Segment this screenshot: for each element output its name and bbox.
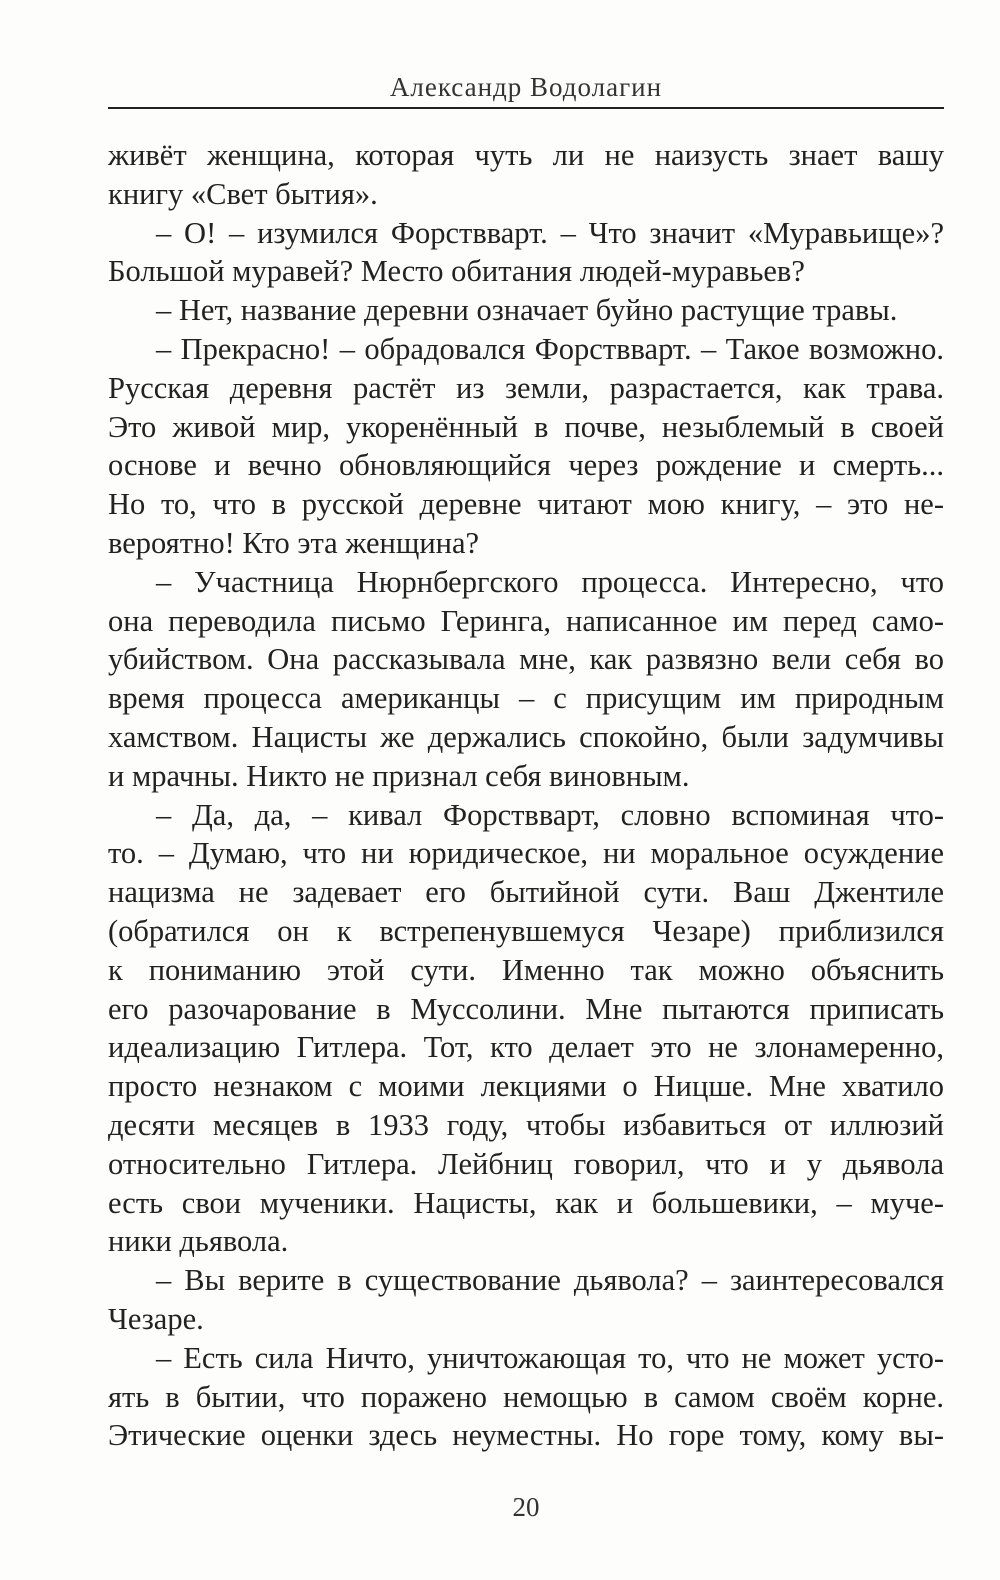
text-line: и мрачны. Никто не признал себя виновным. (108, 758, 690, 793)
text-line: живёт женщина, которая чуть ли не наизусть знает вашу (108, 138, 944, 172)
text-line: убийством. Она рассказывала мне, как развязно вели себя во (108, 642, 944, 677)
text-line: (обратился он к встрепенувшемуся Чезаре) приблизился (108, 913, 944, 948)
text-line: просто незнаком с моими лекциями о Ницше. Мне хватило (108, 1069, 944, 1104)
text-line: идеализацию Гитлера. Тот, кто делает это не злонамеренно, (108, 1030, 944, 1065)
text-line: основе и вечно обновляющийся через рождение и смерть... (108, 448, 944, 483)
text-line: Этические оценки здесь неуместны. Но горе тому, кому вы- (108, 1418, 944, 1453)
text-line: есть свои мученики. Нацисты, как и большевики, – муче- (108, 1185, 944, 1220)
text-line: нацизма не задевает его бытийной сути. Ваш Джентиле (108, 875, 944, 910)
running-head: Александр Водолагин (389, 72, 663, 102)
text-line: – Да, да, – кивал Форствварт, словно вспоминая что- (156, 797, 944, 832)
text-line: относительно Гитлера. Лейбниц говорил, что и у дьявола (108, 1146, 944, 1181)
text-line: вероятно! Кто эта женщина? (108, 525, 480, 560)
body-text (108, 136, 944, 1455)
text-line: ять в бытии, что поражено немощью в самом своём корне. (108, 1379, 944, 1414)
text-line: – Есть сила Ничто, уничтожающая то, что не может усто- (156, 1340, 944, 1375)
text-line: десяти месяцев в 1933 году, чтобы избавиться от иллюзий (108, 1107, 944, 1142)
text-line: к пониманию этой сути. Именно так можно объяснить (108, 952, 944, 987)
text-line: время процесса американцы – с присущим им природным (108, 681, 944, 716)
text-line: Большой муравей? Место обитания людей-муравьев? (108, 254, 805, 289)
text-line: ники дьявола. (108, 1224, 289, 1259)
text-line: Но то, что в русской деревне читают мою книгу, – это не- (108, 487, 944, 522)
text-line: книгу «Свет бытия». (108, 176, 378, 211)
text-line: – Нет, название деревни означает буйно растущие травы. (156, 293, 898, 328)
text-line: его разочарование в Муссолини. Мне пытаются приписать (108, 991, 944, 1026)
text-line: – Участница Нюрнбергского процесса. Интересно, что (156, 564, 944, 599)
text-line: хамством. Нацисты же держались спокойно, были задумчивы (108, 719, 944, 754)
text-line: она переводила письмо Геринга, написанное им перед само- (108, 603, 944, 638)
text-line: – Вы верите в существование дьявола? – заинтересовался (156, 1263, 944, 1298)
page-number: 20 (512, 1492, 540, 1522)
text-line: Это живой мир, укоренённый в почве, незыблемый в своей (108, 409, 944, 444)
text-line: то. – Думаю, что ни юридическое, ни моральное осуждение (108, 836, 944, 871)
text-line: Русская деревня растёт из земли, разрастается, как трава. (108, 370, 944, 405)
text-line: Чезаре. (108, 1301, 204, 1336)
header-rule (108, 107, 944, 109)
text-line: – О! – изумился Форствварт. – Что значит «Муравьище»? (156, 215, 944, 250)
text-line: – Прекрасно! – обрадовался Форствварт. – Такое возможно. (156, 331, 944, 366)
